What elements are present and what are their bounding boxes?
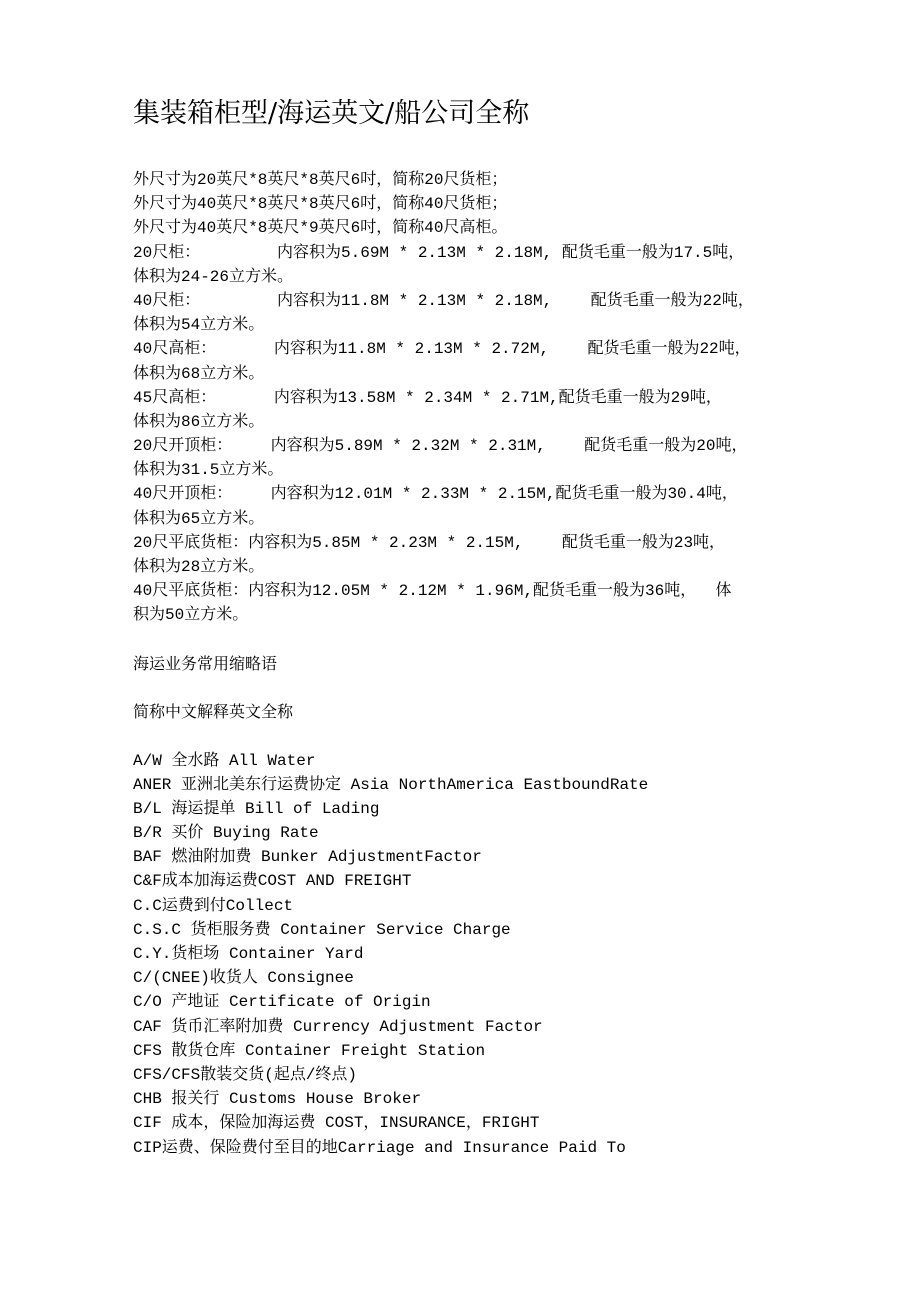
- list-item: B/R 买价 Buying Rate: [133, 824, 319, 843]
- spec-line: 40尺开顶柜： 内容积为12.01M * 2.33M * 2.15M,配货毛重一般为30.4吨，: [133, 485, 738, 504]
- list-item: B/L 海运提单 Bill of Lading: [133, 799, 380, 818]
- container-specs-block: [133, 168, 793, 628]
- spec-line: 体积为65立方米。: [133, 509, 265, 528]
- blank-line: [133, 724, 793, 748]
- spec-line: 40尺柜： 内容积为11.8M * 2.13M * 2.18M, 配货毛重一般为22吨，: [133, 291, 754, 310]
- spec-line: 体积为24-26立方米。: [133, 267, 294, 286]
- list-item: C/(CNEE)收货人 Consignee: [133, 969, 354, 988]
- list-item: C.C运费到付Collect: [133, 896, 294, 915]
- spec-line: 40尺高柜： 内容积为11.8M * 2.13M * 2.72M, 配货毛重一般为22吨，: [133, 340, 751, 359]
- spec-line: 外尺寸为40英尺*8英尺*8英尺6吋，简称40尺货柜；: [133, 195, 508, 214]
- list-item: CFS/CFS散装交货(起点/终点): [133, 1065, 358, 1084]
- spec-line: 体积为86立方米。: [133, 412, 265, 431]
- document-title: 集装箱柜型/海运英文/船公司全称: [133, 98, 530, 129]
- list-item: CFS 散货仓库 Container Freight Station: [133, 1041, 486, 1060]
- section-heading: 海运业务常用缩略语: [133, 653, 278, 673]
- list-item: C/O 产地证 Certificate of Origin: [133, 993, 431, 1012]
- spec-line: 20尺平底货柜：内容积为5.85M * 2.23M * 2.15M, 配货毛重一般为23吨，: [133, 533, 726, 552]
- list-item: CAF 货币汇率附加费 Currency Adjustment Factor: [133, 1017, 543, 1036]
- list-item: CIP运费、保险费付至目的地Carriage and Insurance Paid To: [133, 1138, 626, 1157]
- spec-line: 外尺寸为40英尺*8英尺*9英尺6吋，简称40尺高柜。: [133, 219, 508, 238]
- list-item: C.Y.货柜场 Container Yard: [133, 945, 364, 963]
- list-item: CHB 报关行 Customs House Broker: [133, 1090, 422, 1109]
- spec-line: 45尺高柜： 内容积为13.58M * 2.34M * 2.71M,配货毛重一般为29吨，: [133, 388, 722, 407]
- spec-line: 体积为54立方米。: [133, 316, 265, 335]
- abbreviation-list: [133, 749, 793, 1160]
- spec-line: 20尺开顶柜： 内容积为5.89M * 2.32M * 2.31M, 配货毛重一般为20吨，: [133, 437, 748, 456]
- list-item: CIF 成本，保险加海运费 COST，INSURANCE，FRIGHT: [133, 1114, 540, 1133]
- document-body: [133, 168, 793, 1160]
- spec-line: 体积为31.5立方米。: [133, 461, 284, 480]
- list-item: BAF 燃油附加费 Bunker AdjustmentFactor: [133, 848, 482, 867]
- spec-line: 积为50立方米。: [133, 606, 249, 625]
- spec-line: 体积为28立方米。: [133, 558, 265, 576]
- list-item: C&F成本加海运费COST AND FREIGHT: [133, 872, 412, 891]
- list-item: A/W 全水路 All Water: [133, 751, 316, 770]
- spec-line: 外尺寸为20英尺*8英尺*8英尺6吋，简称20尺货柜；: [133, 171, 508, 189]
- spec-line: 40尺平底货柜：内容积为12.05M * 2.12M * 1.96M,配货毛重一般为36吨， 体: [133, 582, 732, 601]
- blank-line: [133, 676, 793, 700]
- blank-line: [133, 628, 793, 652]
- table-header: 简称中文解释英文全称: [133, 702, 294, 722]
- spec-line: 20尺柜： 内容积为5.69M * 2.13M * 2.18M, 配货毛重一般为17.5吨，: [133, 243, 745, 262]
- list-item: C.S.C 货柜服务费 Container Service Charge: [133, 920, 511, 939]
- spec-line: 体积为68立方米。: [133, 364, 265, 383]
- list-item: ANER 亚洲北美东行运费协定 Asia NorthAmerica EastboundRate: [133, 775, 649, 794]
